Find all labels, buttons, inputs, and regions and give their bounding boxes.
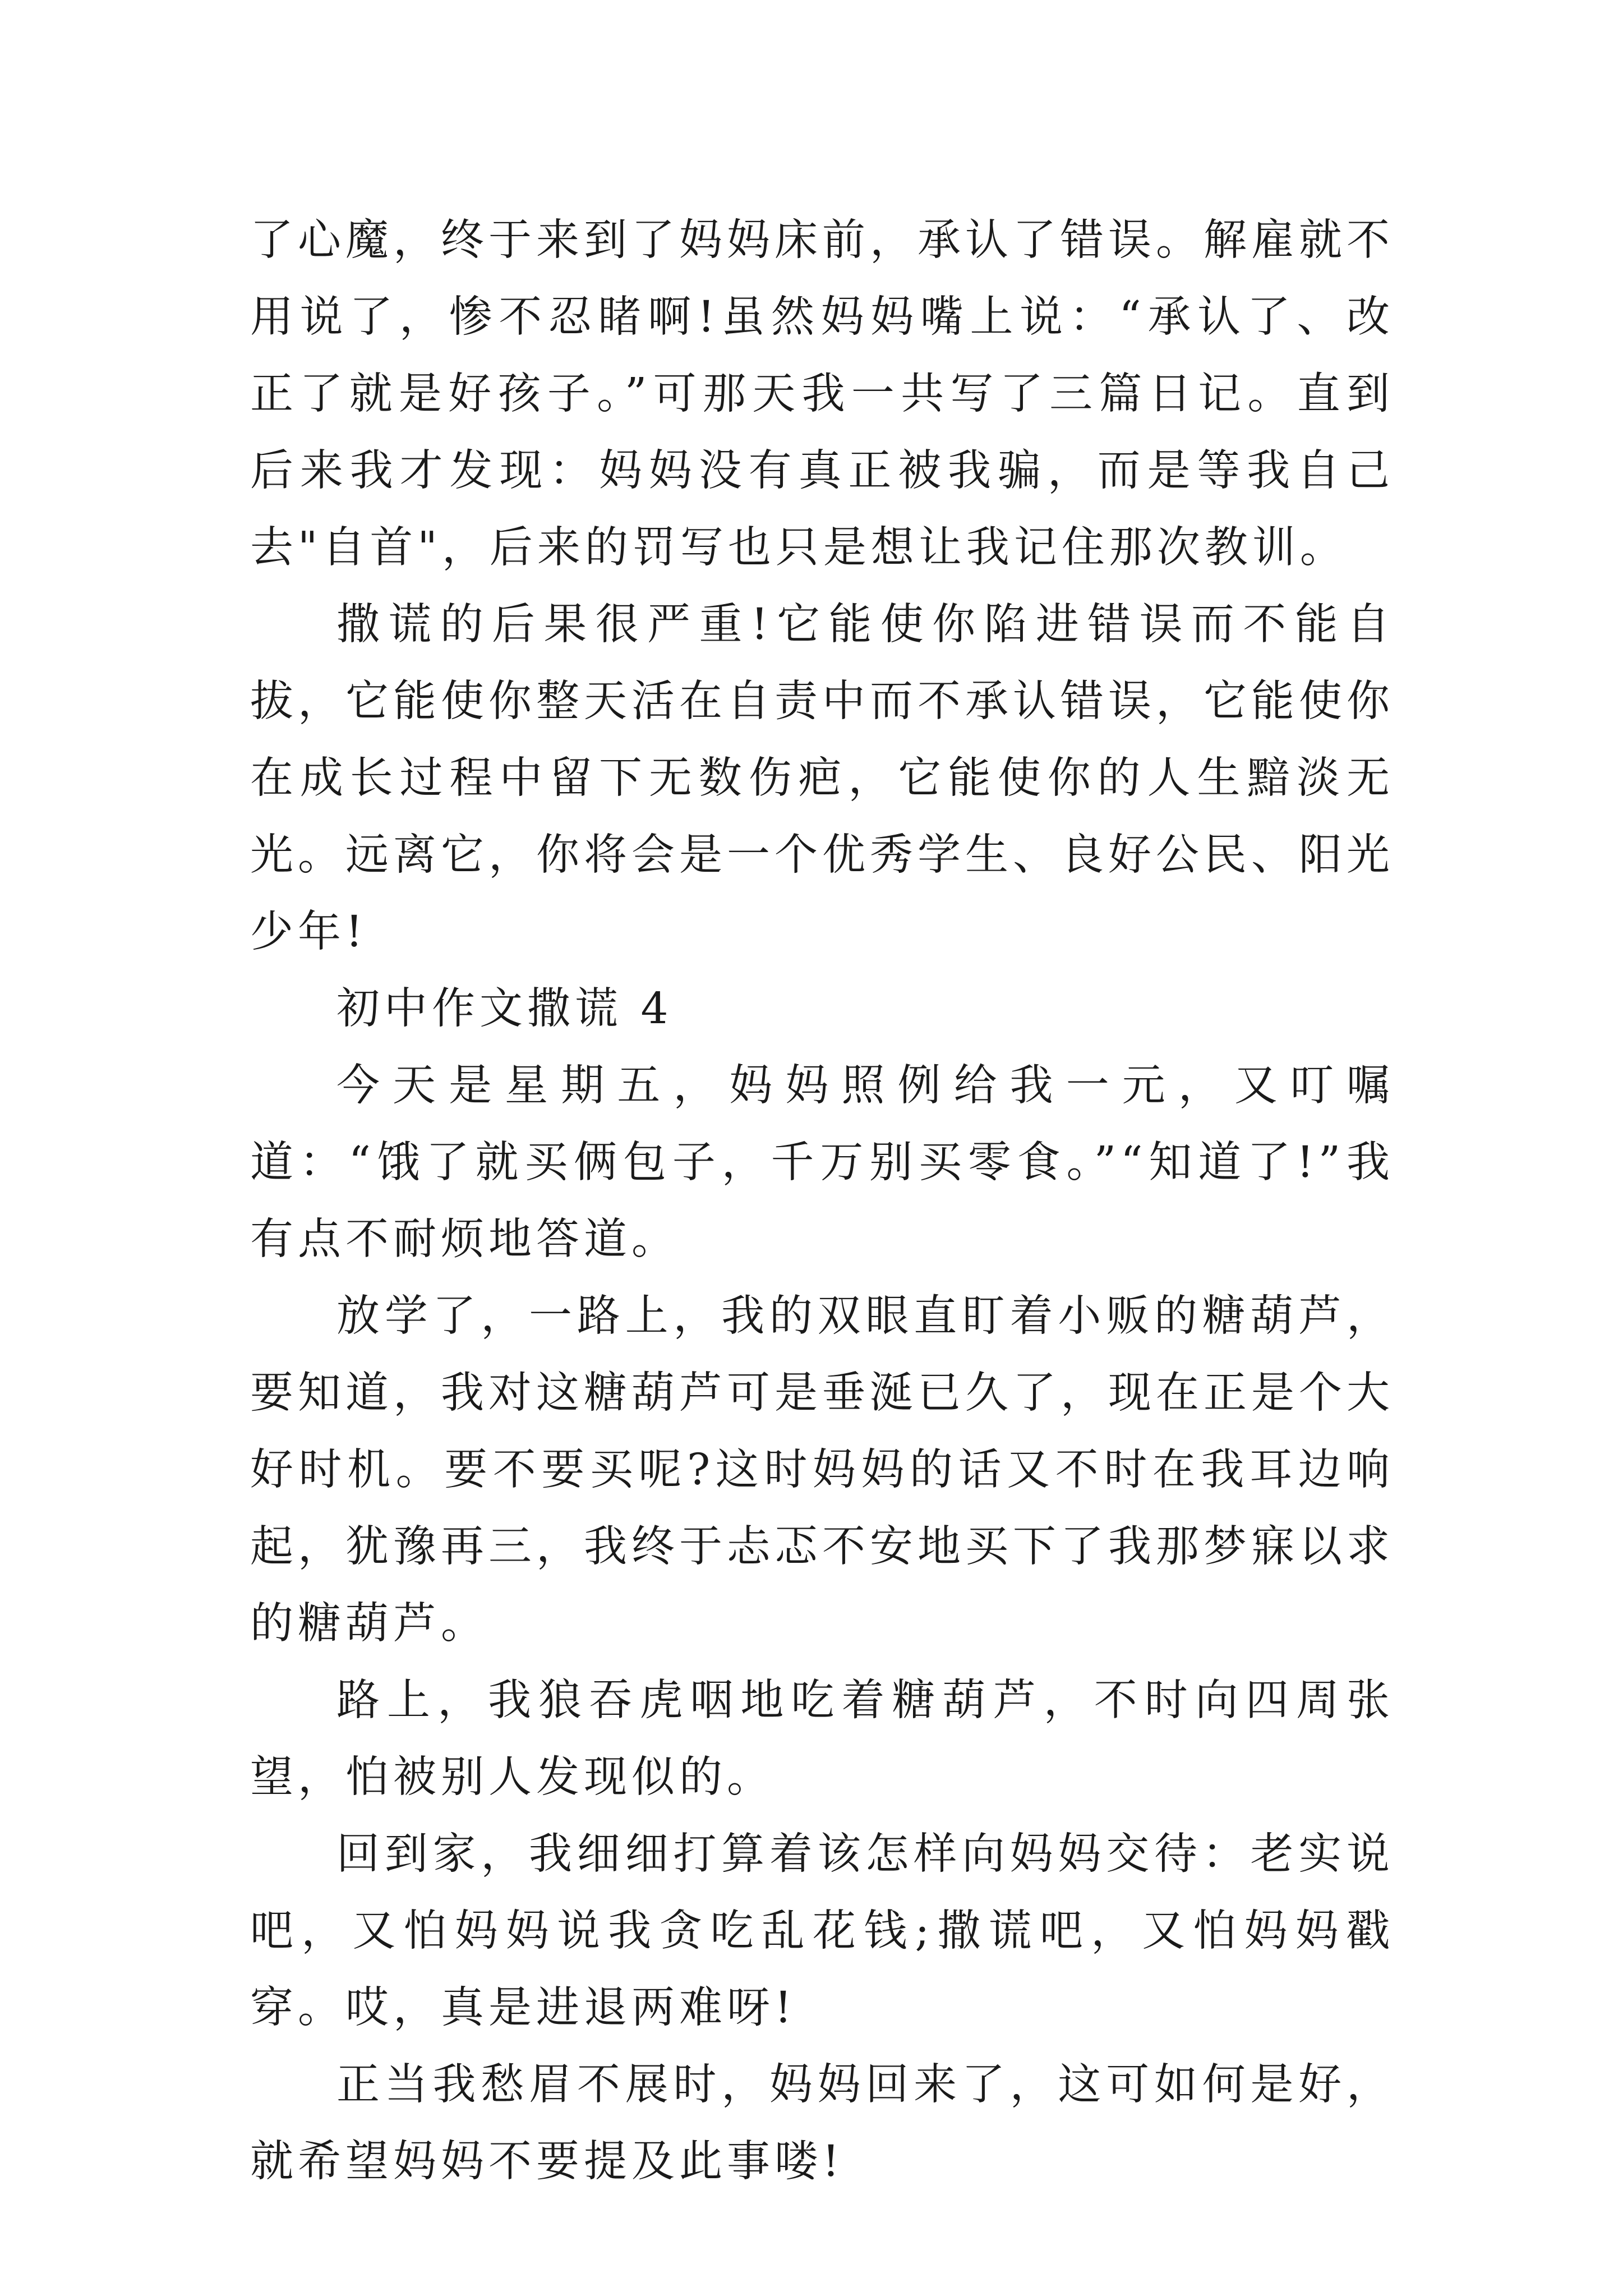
paragraph-4: 放学了，一路上，我的双眼直盯着小贩的糖葫芦，要知道，我对这糖葫芦可是垂涎已久了，现在正是个大好时机。要不要买呢?这时妈妈的话又不时在我耳边响起，犹豫再三，我终于忐忑不安地买下了我那梦寐以求的糖葫芦。 [250,1291,1394,1649]
paragraph-7: 正当我愁眉不展时，妈妈回来了，这可如何是好，就希望妈妈不要提及此事喽! [250,2060,1394,2187]
paragraph-5: 路上，我狼吞虎咽地吃着糖葫芦，不时向四周张望，怕被别人发现似的。 [250,1676,1394,1802]
section-heading: 初中作文撒谎 4 [336,984,673,1034]
paragraph-6: 回到家，我细细打算着该怎样向妈妈交待：老实说吧，又怕妈妈说我贪吃乱花钱;撒谎吧，又怕妈妈戳穿。哎，真是进退两难呀! [250,1829,1394,2033]
paragraph-3: 今天是星期五，妈妈照例给我一元，又叮嘱道：“饿了就买俩包子，千万别买零食。”“知道了!”我有点不耐烦地答道。 [250,1061,1394,1264]
paragraph-2: 撒谎的后果很严重!它能使你陷进错误而不能自拔，它能使你整天活在自责中而不承认错误，它能使你在成长过程中留下无数伤疤，它能使你的人生黯淡无光。远离它，你将会是一个优秀学生、良好公民、阳光少年! [250,600,1394,957]
document-body [250,202,1394,2200]
paragraph-1: 了心魔，终于来到了妈妈床前，承认了错误。解雇就不用说了，惨不忍睹啊!虽然妈妈嘴上说：“承认了、改正了就是好孩子。”可那天我一共写了三篇日记。直到后来我才发现：妈妈没有真正被我骗，而是等我自己去"自首"，后来的罚写也只是想让我记住那次教训。 [250,215,1394,573]
